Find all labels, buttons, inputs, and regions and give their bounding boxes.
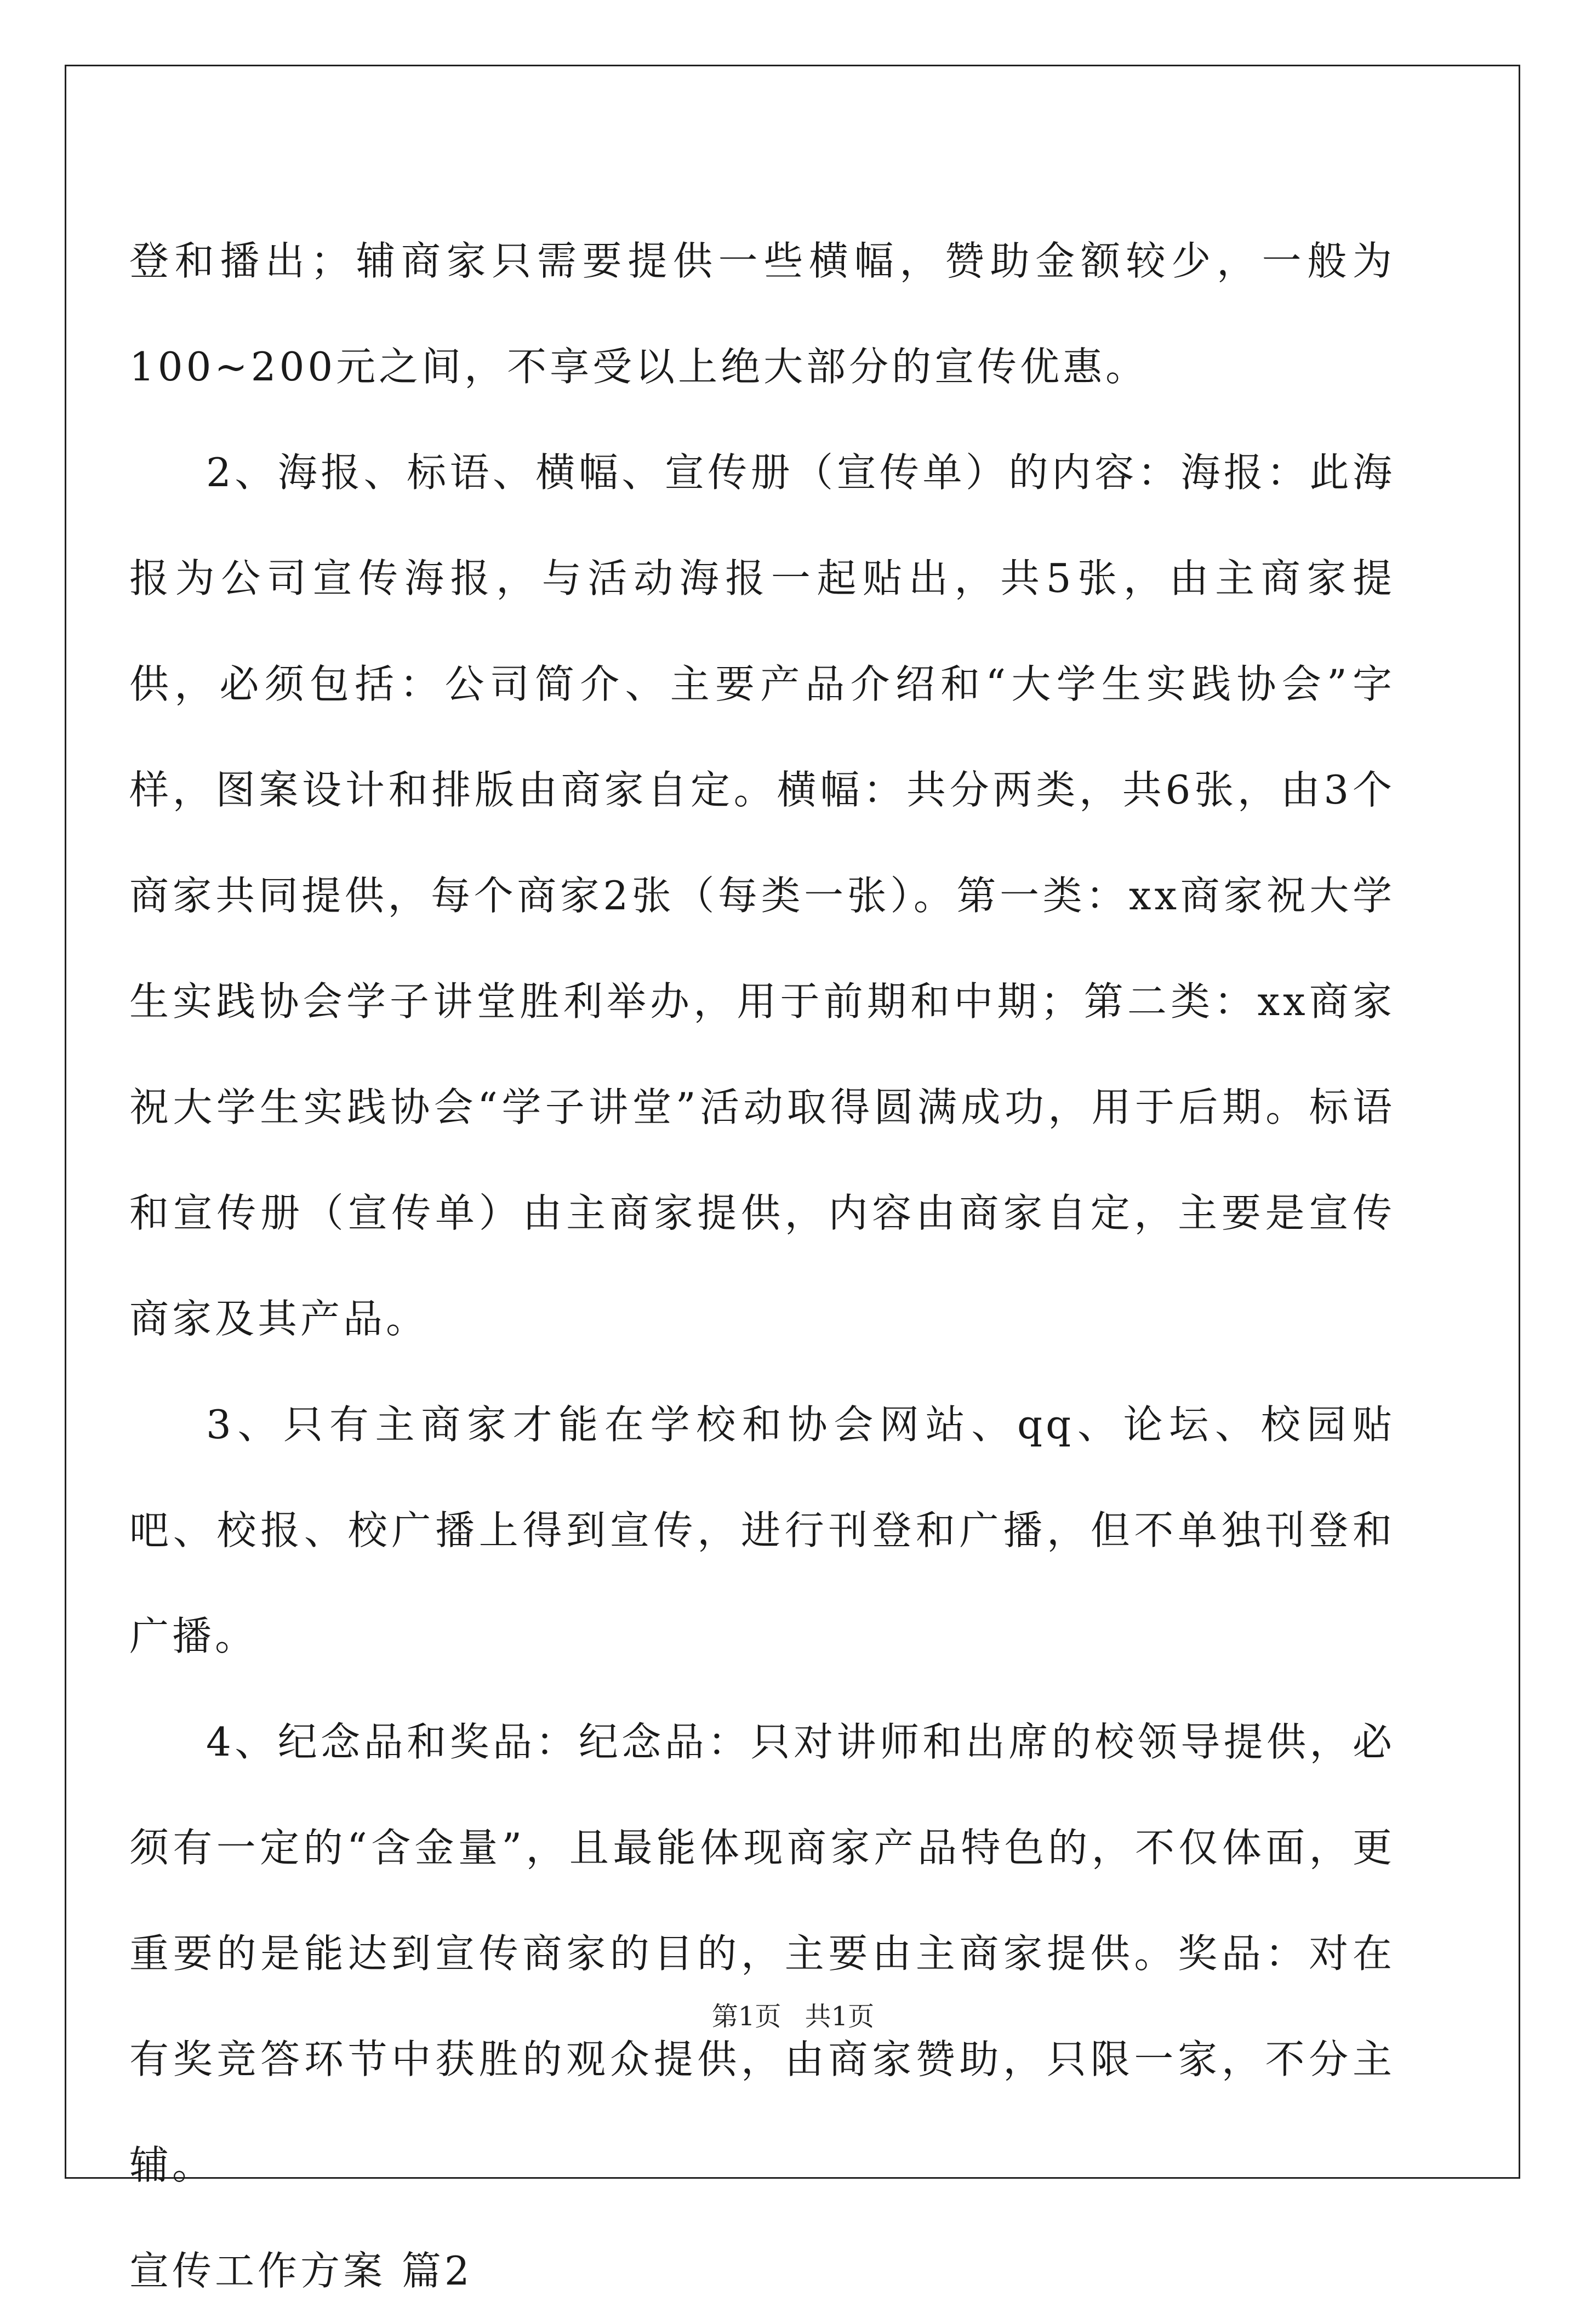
paragraph-item-2: 2、海报、标语、横幅、宣传册（宣传单）的内容：海报：此海报为公司宣传海报，与活动海报一起贴出，共5张，由主商家提供，必须包括：公司简介、主要产品介绍和“大学生实践协会”字样，图案设计和排版由商家自定。横幅：共分两类，共6张，由3个商家共同提供，每个商家2张（每类一张）。第一类：xx商家祝大学生实践协会学子讲堂胜利举办，用于前期和中期；第二类：xx商家祝大学生实践协会“学子讲堂”活动取得圆满成功，用于后期。标语和宣传册（宣传单）由主商家提供，内容由商家自定，主要是宣传商家及其产品。 [129,449,1395,1342]
page-footer [0,1995,1586,2033]
paragraph-continuation: 登和播出；辅商家只需要提供一些横幅，赞助金额较少，一般为100~200元之间，不享受以上绝大部分的宣传优惠。 [129,238,1395,390]
paragraph-item-4: 4、纪念品和奖品：纪念品：只对讲师和出席的校领导提供，必须有一定的“含金量”，且最能体现商家产品特色的，不仅体面，更重要的是能达到宣传商家的目的，主要由主商家提供。奖品：对在有奖竞答环节中获胜的观众提供，由商家赞助，只限一家，不分主辅。 [129,1719,1395,2188]
section-heading: 宣传工作方案 篇2 [129,2248,473,2294]
page-number-current: 第1页 [711,2001,781,2032]
page-number-total: 共1页 [805,2001,875,2032]
paragraph-item-3: 3、只有主商家才能在学校和协会网站、qq、论坛、校园贴吧、校报、校广播上得到宣传，进行刊登和广播，但不单独刊登和广播。 [129,1402,1395,1659]
